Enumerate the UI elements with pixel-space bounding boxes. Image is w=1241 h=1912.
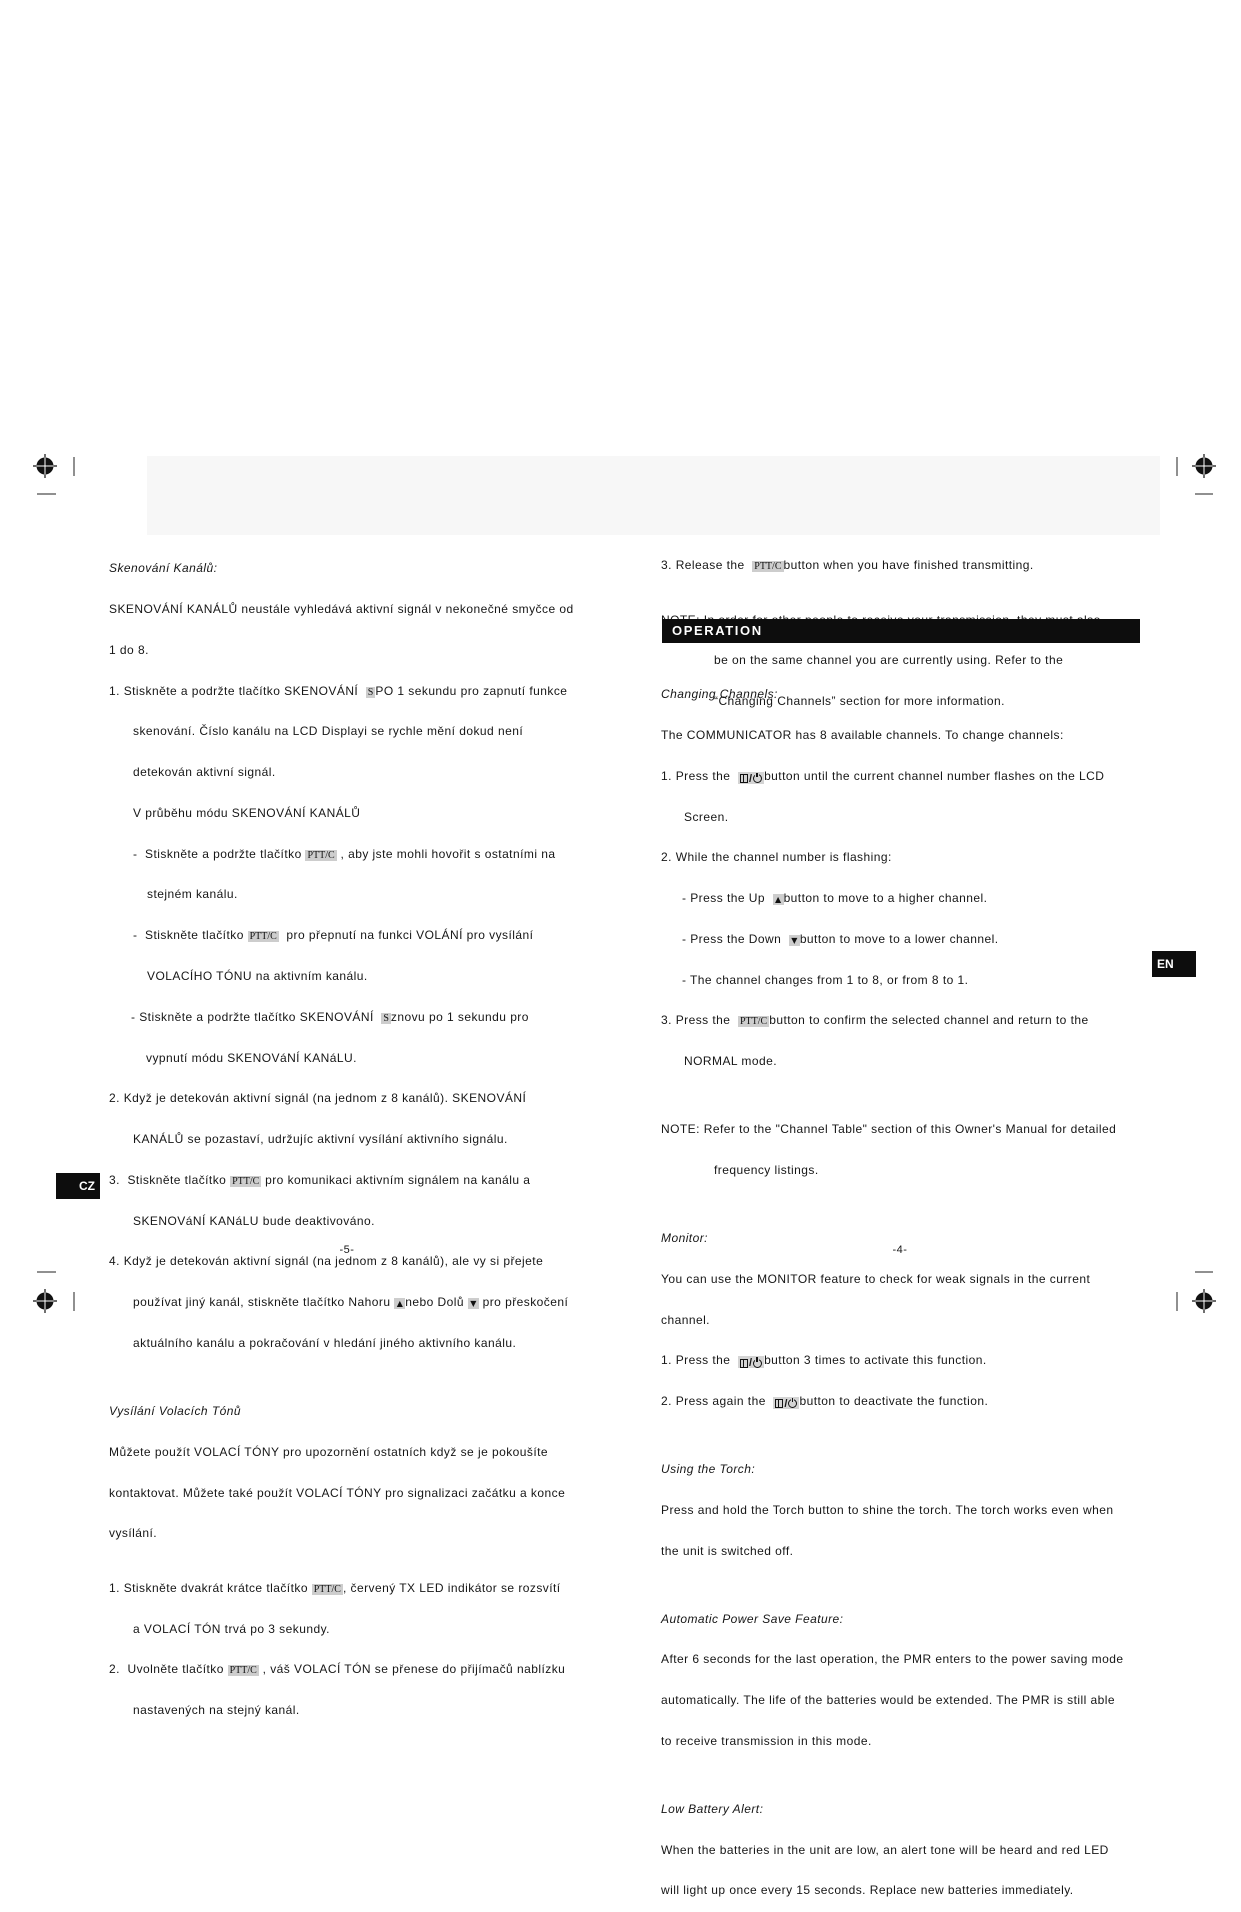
section-header-bar xyxy=(662,619,1140,643)
section-heading-call-tones: Vysílání Volacích Tónů xyxy=(109,1404,241,1418)
scan-button-icon: S xyxy=(367,686,374,698)
paragraph-line: SKENOVÁNÍ KANÁLŮ neustále vyhledává aktivní signál v nekonečné smyčce od xyxy=(109,601,574,616)
paragraph-line: Press and hold the Torch button to shine the torch. The torch works even when xyxy=(661,1502,1114,1517)
paragraph-line: 2. While the channel number is flashing: xyxy=(661,850,892,865)
text-segment: 3. Release the xyxy=(661,558,753,573)
power-icon xyxy=(788,1399,797,1408)
memory-book-icon xyxy=(740,774,748,783)
text-segment: 1. Press the xyxy=(661,768,738,783)
paragraph-line: detekován aktivní signál. xyxy=(133,765,276,780)
changing-step-1 xyxy=(661,770,1123,784)
text-segment: , červený TX LED indikátor se rozsvítí xyxy=(342,1580,561,1595)
paragraph-line: kontaktovat. Můžete také použít VOLACÍ TÓNY pro signalizaci začátku a konce xyxy=(109,1485,566,1500)
slash-separator: / xyxy=(749,772,753,785)
power-icon xyxy=(753,1359,762,1368)
memory-book-icon xyxy=(740,1359,748,1368)
ptt-button-icon: PTT/C xyxy=(232,1175,260,1187)
paragraph-line: 1 do 8. xyxy=(109,642,149,657)
monitor-power-button-icon xyxy=(738,772,764,784)
arrow-up-icon: ▲ xyxy=(394,1298,405,1309)
text-segment: 1. Stiskněte a podržte tlačítko SKENOVÁNÍ xyxy=(109,683,366,698)
paragraph-line: a VOLACÍ TÓN trvá po 3 sekundy. xyxy=(133,1621,330,1636)
ptt-button-icon: PTT/C xyxy=(307,849,335,861)
page-number: -5- xyxy=(339,1244,355,1256)
ptt-button-icon: PTT/C xyxy=(740,1016,768,1028)
language-badge-cz: CZ xyxy=(56,1173,100,1199)
arrow-down-icon: ▼ xyxy=(789,935,800,946)
paragraph-line: You can use the MONITOR feature to check for weak signals in the current xyxy=(661,1271,1091,1286)
paragraph-line: will light up once every 15 seconds. Replace new batteries immediately. xyxy=(661,1883,1074,1898)
section-heading-channel-scan: Skenování Kanálů: xyxy=(109,561,218,576)
text-segment: znovu po 1 sekundu pro xyxy=(390,1009,529,1024)
scan-step-4 xyxy=(109,1296,574,1310)
note-line: frequency listings. xyxy=(714,1162,819,1177)
paragraph-line: 4. Když je detekován aktivní signál (na jednom z 8 kanálů), ale vy si přejete xyxy=(109,1254,544,1269)
section-heading-monitor: Monitor: xyxy=(661,1230,708,1245)
paragraph-line: aktuálního kanálu a pokračování v hledání jiného aktivního kanálu. xyxy=(133,1336,517,1351)
section-heading-power-save: Automatic Power Save Feature: xyxy=(661,1611,844,1626)
paragraph-line: automatically. The life of the batteries would be extended. The PMR is still able xyxy=(661,1693,1116,1708)
text-segment: button when you have finished transmitting. xyxy=(783,558,1034,573)
paragraph-line: stejném kanálu. xyxy=(147,887,238,902)
ptt-button-icon: PTT/C xyxy=(313,1583,341,1595)
section-heading-low-battery: Low Battery Alert: xyxy=(661,1801,764,1816)
paragraph-line: NORMAL mode. xyxy=(684,1054,777,1069)
paragraph-line: KANÁLŮ se pozastaví, udržujíc aktivní vysílání aktivního signálu. xyxy=(133,1132,508,1147)
section-title-operation: OPERATION xyxy=(672,623,763,638)
page-number: -4- xyxy=(892,1244,908,1256)
paragraph-line: After 6 seconds for the last operation, the PMR enters to the power saving mode xyxy=(661,1652,1124,1667)
text-segment: - Stiskněte a podržte tlačítko xyxy=(133,846,306,861)
note-line: be on the same channel you are currently using. Refer to the xyxy=(714,653,1064,668)
text-segment: 3. Stiskněte tlačítko xyxy=(109,1172,231,1187)
arrow-up-icon: ▲ xyxy=(773,894,784,905)
paragraph-line: to receive transmission in this mode. xyxy=(661,1733,872,1748)
scan-button-icon: S xyxy=(383,1012,389,1024)
text-segment: 3. Press the xyxy=(661,1013,738,1028)
text-segment: button to confirm the selected channel and return to the xyxy=(769,1013,1089,1028)
text-segment: pro komunikaci aktivním signálem na kanálu a xyxy=(261,1172,531,1187)
text-segment: 1. Press the xyxy=(661,1353,738,1368)
changing-up-item xyxy=(661,892,1123,906)
monitor-power-button-icon xyxy=(738,1356,764,1368)
text-segment: button to deactivate the function. xyxy=(799,1394,989,1409)
text-segment: PO 1 sekundu pro zapnutí funkce xyxy=(375,683,568,698)
paragraph-line: SKENOVáNÍ KANáLU bude deaktivováno. xyxy=(133,1213,375,1228)
registration-mark-icon xyxy=(33,1289,57,1313)
ptt-button-icon: PTT/C xyxy=(249,931,277,943)
ptt-button-icon: PTT/C xyxy=(229,1665,257,1677)
section-heading-changing-channels: Changing Channels: xyxy=(661,687,778,702)
cz-page-content xyxy=(109,535,574,1731)
paragraph-line: The COMMUNICATOR has 8 available channels. To change channels: xyxy=(661,727,1064,742)
text-segment: - Stiskněte a podržte tlačítko SKENOVÁNÍ xyxy=(131,1009,382,1024)
paragraph-line: vypnutí módu SKENOVáNÍ KANáLU. xyxy=(146,1050,357,1065)
scan-step-3 xyxy=(109,1174,574,1188)
note-line: NOTE: Refer to the "Channel Table" section of this Owner's Manual for detailed xyxy=(661,1122,1117,1137)
text-segment: button 3 times to activate this function. xyxy=(764,1353,987,1368)
paragraph-line: V průběhu módu SKENOVÁNÍ KANÁLŮ xyxy=(133,805,361,820)
text-segment: nebo Dolů xyxy=(405,1295,468,1310)
arrow-down-icon: ▼ xyxy=(468,1298,479,1309)
changing-down-item xyxy=(661,933,1123,947)
text-segment: button to move to a higher channel. xyxy=(783,891,988,906)
en-page-content xyxy=(661,661,1123,1912)
power-icon xyxy=(753,774,762,783)
text-segment: pro přeskočení xyxy=(478,1295,569,1310)
paragraph-line: VOLACÍHO TÓNU na aktivním kanálu. xyxy=(147,969,368,983)
text-segment: , aby jste mohli hovořit s ostatními na xyxy=(336,846,556,861)
ptt-button-icon: PTT/C xyxy=(754,561,782,573)
text-segment: - Stiskněte tlačítko xyxy=(133,928,248,943)
paragraph-line: the unit is switched off. xyxy=(661,1543,794,1558)
note-line: “Changing Channels” section for more information. xyxy=(714,694,1005,709)
release-step xyxy=(661,559,1101,573)
slash-separator: / xyxy=(749,1357,753,1370)
language-badge-en: EN xyxy=(1152,951,1196,977)
paragraph-line: 2. Když je detekován aktivní signál (na jednom z 8 kanálů). SKENOVÁNÍ xyxy=(109,1091,527,1106)
section-heading-torch: Using the Torch: xyxy=(661,1462,756,1477)
monitor-step-2 xyxy=(661,1395,1123,1409)
text-segment: 1. Stiskněte dvakrát krátce tlačítko xyxy=(109,1580,312,1595)
paragraph-line: When the batteries in the unit are low, an alert tone will be heard and red LED xyxy=(661,1842,1109,1857)
monitor-power-button-icon xyxy=(773,1397,799,1409)
changing-step-3 xyxy=(661,1014,1123,1028)
text-segment: button until the current channel number flashes on the LCD xyxy=(764,768,1105,783)
call-step-2 xyxy=(109,1663,574,1677)
text-segment: 2. Press again the xyxy=(661,1394,774,1409)
text-segment: - Press the Down xyxy=(682,931,789,946)
text-segment: button to move to a lower channel. xyxy=(799,931,999,946)
monitor-step-1 xyxy=(661,1354,1123,1368)
memory-book-icon xyxy=(775,1399,783,1408)
registration-mark-icon xyxy=(1192,1289,1216,1313)
text-segment: 2. Uvolněte tlačítko xyxy=(109,1662,228,1677)
paragraph-line: skenování. Číslo kanálu na LCD Displayi se rychle mění dokud není xyxy=(133,724,524,739)
scan-sub-item-1 xyxy=(109,848,574,862)
text-segment: používat jiný kanál, stiskněte tlačítko Nahoru xyxy=(133,1295,395,1310)
paragraph-line: - The channel changes from 1 to 8, or from 8 to 1. xyxy=(682,972,969,987)
slash-separator: / xyxy=(784,1397,788,1410)
scan-step-1 xyxy=(109,685,574,699)
registration-mark-icon xyxy=(33,454,57,478)
paragraph-line: nastavených na stejný kanál. xyxy=(133,1703,300,1718)
text-segment: , váš VOLACÍ TÓN se přenese do přijímačů nablízku xyxy=(258,1662,566,1677)
paragraph-line: Můžete použít VOLACÍ TÓNY pro upozornění ostatních když se je pokoušíte xyxy=(109,1444,549,1459)
paragraph-line: Screen. xyxy=(684,809,729,824)
call-step-1 xyxy=(109,1582,574,1596)
scan-sub-item-2 xyxy=(109,929,574,943)
text-segment: - Press the Up xyxy=(682,891,773,906)
paragraph-line: vysílání. xyxy=(109,1526,158,1541)
scan-sub-item-3 xyxy=(109,1011,574,1025)
registration-mark-icon xyxy=(1192,454,1216,478)
text-segment: pro přepnutí na funkci VOLÁNÍ pro vysílání xyxy=(278,928,534,943)
paragraph-line: channel. xyxy=(661,1312,710,1327)
